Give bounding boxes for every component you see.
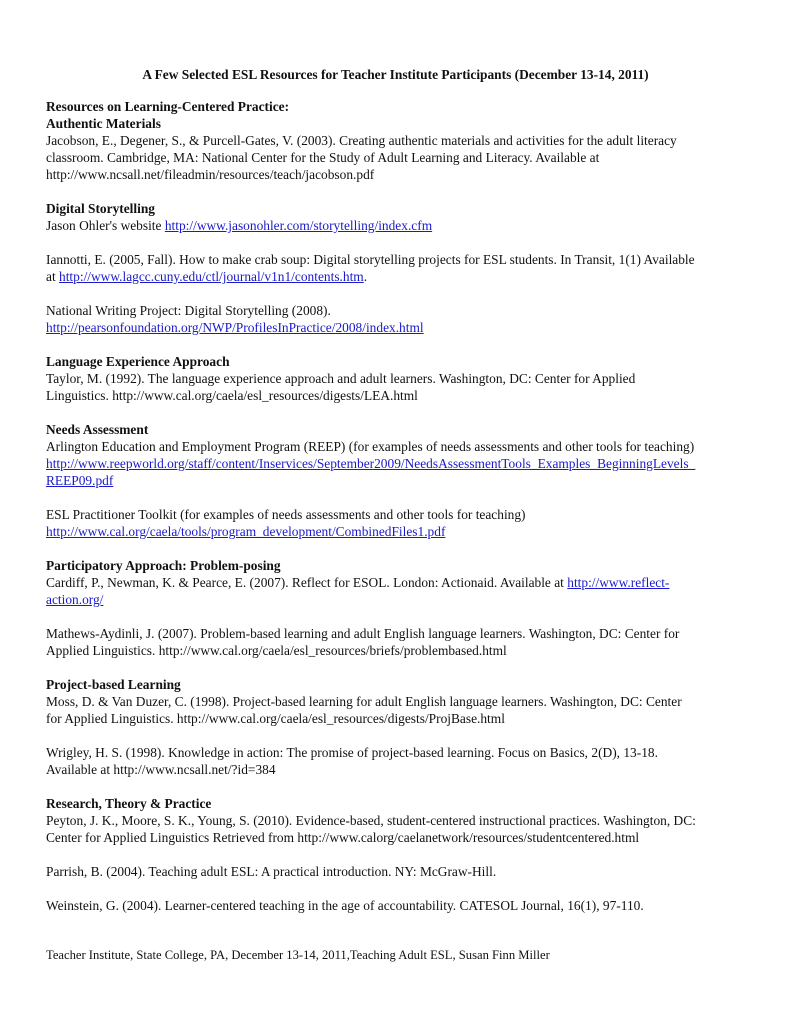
section-project-based-learning [46, 676, 751, 778]
pearson-link[interactable]: http://pearsonfoundation.org/NWP/ProfilesInPractice/2008/index.html [46, 320, 424, 335]
reep-link[interactable]: http://www.reepworld.org/staff/content/Inservices/September2009/NeedsAssessmentTools_Examples_BeginningLevels_ [46, 456, 696, 471]
citation-line: Taylor, M. (1992). The language experience approach and adult learners. Washington, DC: Center for Applied [46, 371, 636, 386]
citation-line [46, 472, 751, 489]
page-footer: Teacher Institute, State College, PA, December 13-14, 2011,Teaching Adult ESL, Susan Finn Miller [46, 948, 550, 962]
citation-line: Mathews-Aydinli, J. (2007). Problem-based learning and adult English language learners. Washington, DC: Center for [46, 626, 680, 641]
citation-text: at [46, 269, 60, 284]
section-heading: Digital Storytelling [46, 201, 155, 216]
lagcc-link[interactable]: http://www.lagcc.cuny.edu/ctl/journal/v1n1/contents.htm [59, 269, 364, 284]
page-title: A Few Selected ESL Resources for Teacher Institute Participants (December 13-14, 2011) [142, 67, 649, 82]
citation-line: ESL Practitioner Toolkit (for examples of needs assessments and other tools for teaching) [46, 507, 526, 522]
section-language-experience [46, 353, 751, 404]
reflect-link-continued[interactable]: action.org/ [46, 592, 104, 607]
citation-line: classroom. Cambridge, MA: National Center for the Study of Adult Learning and Literacy. Available at [46, 150, 600, 165]
section-heading: Authentic Materials [46, 116, 161, 131]
section-needs-assessment [46, 421, 751, 540]
section-heading: Needs Assessment [46, 422, 149, 437]
citation-line: National Writing Project: Digital Storytelling (2008). [46, 303, 331, 318]
citation-line: Wrigley, H. S. (1998). Knowledge in action: The promise of project-based learning. Focus on Basics, 2(D), 13-18. [46, 745, 658, 760]
document-body [46, 98, 751, 914]
citation-line: for Applied Linguistics. http://www.cal.org/caela/esl_resources/digests/ProjBase.html [46, 711, 505, 726]
section-participatory-approach [46, 557, 751, 659]
citation-line: Linguistics. http://www.cal.org/caela/esl_resources/digests/LEA.html [46, 388, 418, 403]
citation-line [46, 319, 751, 336]
citation-line [46, 217, 751, 234]
citation-line: Moss, D. & Van Duzer, C. (1998). Project-based learning for adult English language learners. Washington, DC: Center [46, 694, 682, 709]
citation-line: Weinstein, G. (2004). Learner-centered teaching in the age of accountability. CATESOL Journal, 16(1), 97-110. [46, 898, 644, 913]
section-heading: Participatory Approach: Problem-posing [46, 558, 281, 573]
citation-text: Jason Ohler's website [46, 218, 165, 233]
section-research-theory-practice [46, 795, 751, 914]
section-heading: Research, Theory & Practice [46, 796, 212, 811]
citation-line [46, 268, 751, 285]
citation-line: Jacobson, E., Degener, S., & Purcell-Gates, V. (2003). Creating authentic materials and activities for the adult literacy [46, 133, 677, 148]
citation-line: Arlington Education and Employment Program (REEP) (for examples of needs assessments and other tools for teaching) [46, 439, 695, 454]
toolkit-link[interactable]: http://www.cal.org/caela/tools/program_development/CombinedFiles1.pdf [46, 524, 446, 539]
citation-line: Iannotti, E. (2005, Fall). How to make crab soup: Digital storytelling projects for ESL students. In Transit, 1(1) Available [46, 252, 695, 267]
section-digital-storytelling [46, 200, 751, 336]
section-heading: Language Experience Approach [46, 354, 230, 369]
citation-line: Applied Linguistics. http://www.cal.org/caela/esl_resources/briefs/problembased.html [46, 643, 507, 658]
citation-line [46, 574, 751, 591]
citation-line: Available at http://www.ncsall.net/?id=384 [46, 762, 276, 777]
citation-line: Peyton, J. K., Moore, S. K., Young, S. (2010). Evidence-based, student-centered instructional practices. Washington, DC: [46, 813, 696, 828]
citation-line [46, 523, 751, 540]
resources-header: Resources on Learning-Centered Practice: [46, 99, 290, 114]
citation-line [46, 591, 751, 608]
reflect-link[interactable]: http://www.reflect- [567, 575, 670, 590]
citation-text: Cardiff, P., Newman, K. & Pearce, E. (2007). Reflect for ESOL. London: Actionaid. Available at [46, 575, 568, 590]
citation-line: http://www.ncsall.net/fileadmin/resources/teach/jacobson.pdf [46, 167, 375, 182]
reep-link-continued[interactable]: REEP09.pdf [46, 473, 114, 488]
citation-line: Center for Applied Linguistics Retrieved from http://www.calorg/caelanetwork/resources/studentcentered.html [46, 830, 640, 845]
ohler-link[interactable]: http://www.jasonohler.com/storytelling/index.cfm [164, 218, 433, 233]
citation-text: . [363, 269, 368, 284]
section-heading: Project-based Learning [46, 677, 181, 692]
citation-line: Parrish, B. (2004). Teaching adult ESL: A practical introduction. NY: McGraw-Hill. [46, 864, 497, 879]
citation-line [46, 455, 751, 472]
section-authentic-materials [46, 115, 751, 183]
